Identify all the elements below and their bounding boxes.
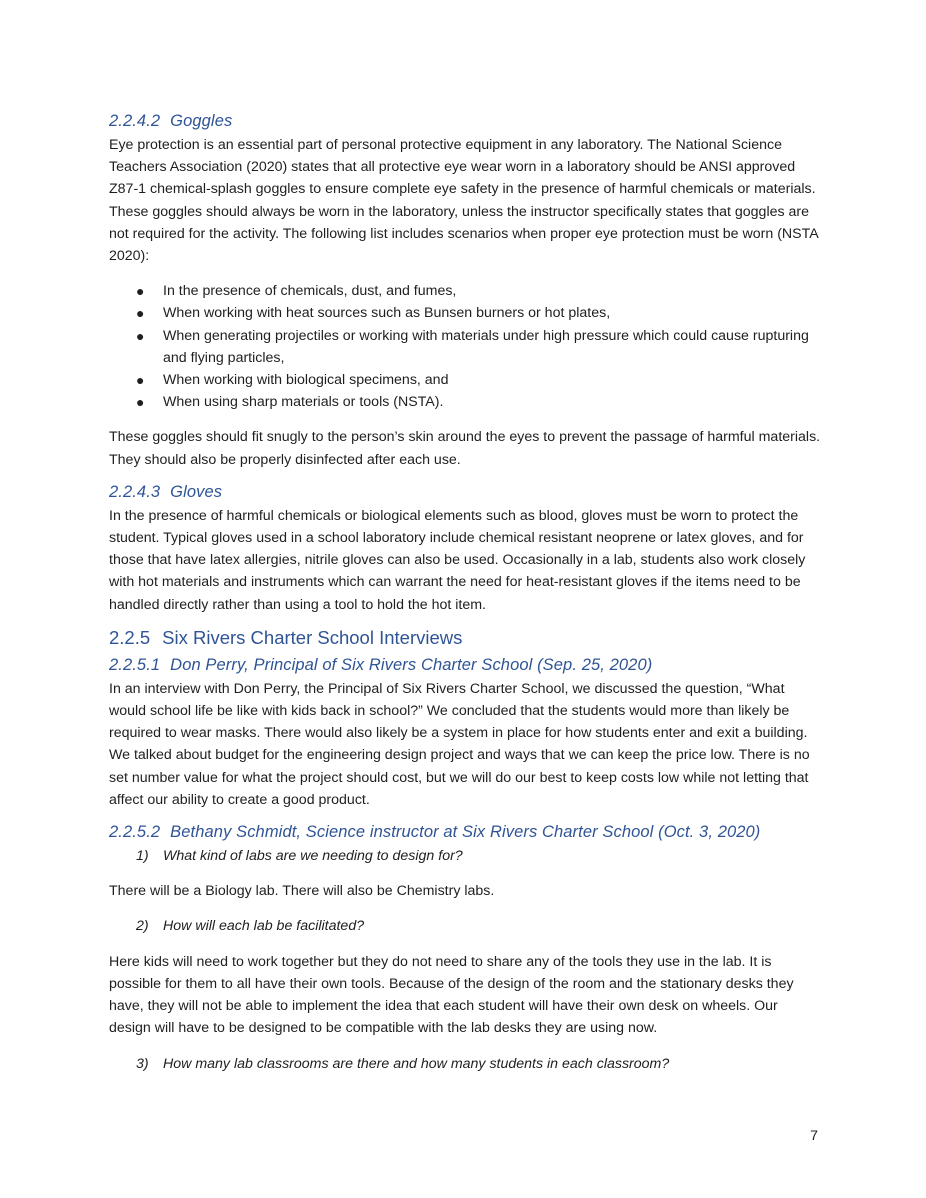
page-number: 7 — [810, 1128, 818, 1144]
interview-question: 3) How many lab classrooms are there and how many students in each classroom? — [136, 1055, 670, 1072]
section-title: Bethany Schmidt, Science instructor at Six Rivers Charter School (Oct. 3, 2020) — [170, 823, 761, 842]
section-number: 2.2.4.3 — [109, 482, 161, 501]
bullet-icon: ● — [136, 305, 145, 322]
section-title: Six Rivers Charter School Interviews — [162, 626, 463, 648]
section-title: Don Perry, Principal of Six Rivers Charter School (Sep. 25, 2020) — [170, 655, 653, 674]
section-number: 2.2.4.2 — [109, 112, 161, 130]
section-heading-goggles — [109, 108, 821, 134]
goggles-paragraph-2: These goggles should fit snugly to the person’s skin around the eyes to prevent the passage of harmful materials. They should also be properly disinfected after each use. — [109, 429, 821, 468]
section-heading-perry — [109, 652, 821, 678]
document-page — [109, 108, 821, 1075]
section-number: 2.2.5 — [109, 626, 151, 648]
section-title: Gloves — [170, 482, 223, 501]
bullet-icon: ● — [136, 327, 145, 344]
bullet-icon: ● — [136, 394, 145, 411]
section-title: Goggles — [170, 112, 233, 130]
perry-paragraph: In an interview with Don Perry, the Principal of Six Rivers Charter School, we discussed the question, “What would school life be like with kids back in school?” We concluded that the students would more than likely be required to wear masks. There would also likely be a system in place for how students enter and exit a building. We talked about budget for the engineering design project and ways that we can keep the price low. There is no set number value for what the project should cost, but we will do our best to keep costs low while not letting that affect our ability to create a good product. — [109, 680, 810, 808]
interview-answer: There will be a Biology lab. There will also be Chemistry labs. — [109, 883, 495, 900]
gloves-paragraph: In the presence of harmful chemicals or biological elements such as blood, gloves must be worn to protect the student. Typical gloves used in a school laboratory include chemical resistant neoprene or latex gloves, and for those that have latex allergies, nitrile gloves can also be used. Occasionally in a lab, students also work closely with hot materials and instruments which can warrant the need for heat-resistant gloves if the items need to be handled directly rather than using a tool to hold the hot item. — [109, 507, 806, 613]
interview-question: 2) How will each lab be facilitated? — [136, 918, 365, 935]
list-item: ● When working with heat sources such as Bunsen burners or hot plates, — [109, 302, 821, 324]
list-item: ● In the presence of chemicals, dust, and fumes, — [109, 280, 821, 302]
section-heading-schmidt — [109, 819, 821, 845]
list-item: ● When working with biological specimens, and — [109, 369, 821, 391]
list-item: ● When generating projectiles or working with materials under high pressure which could cause rupturing and flying particles, — [109, 325, 821, 369]
section-heading-interviews — [109, 624, 821, 652]
interview-question: 1) What kind of labs are we needing to design for? — [136, 848, 463, 865]
section-number: 2.2.5.1 — [109, 655, 161, 674]
section-heading-gloves — [109, 479, 821, 505]
section-number: 2.2.5.2 — [109, 823, 161, 842]
eye-protection-list — [109, 280, 821, 413]
bullet-icon: ● — [136, 372, 145, 389]
interview-answer: Here kids will need to work together but they do not need to share any of the tools they use in the lab. It is possible for them to all have their own tools. Because of the design of the room and the stationary desks they have, they will not be able to implement the idea that each student will have their own desk on wheels. Our design will have to be designed to be compatible with the lab desks they are using now. — [109, 953, 794, 1037]
list-item: ● When using sharp materials or tools (NSTA). — [109, 391, 821, 413]
bullet-icon: ● — [136, 283, 145, 300]
goggles-paragraph-1: Eye protection is an essential part of personal protective equipment in any laboratory. The National Science Teachers Association (2020) states that all protective eye wear worn in a laboratory should be ANSI approved Z87-1 chemical-splash goggles to ensure complete eye safety in the presence of harmful chemicals or materials. These goggles should always be worn in the laboratory, unless the instructor specifically states that goggles are not required for the activity. The following list includes scenarios when proper eye protection must be worn (NSTA 2020): — [109, 137, 818, 265]
